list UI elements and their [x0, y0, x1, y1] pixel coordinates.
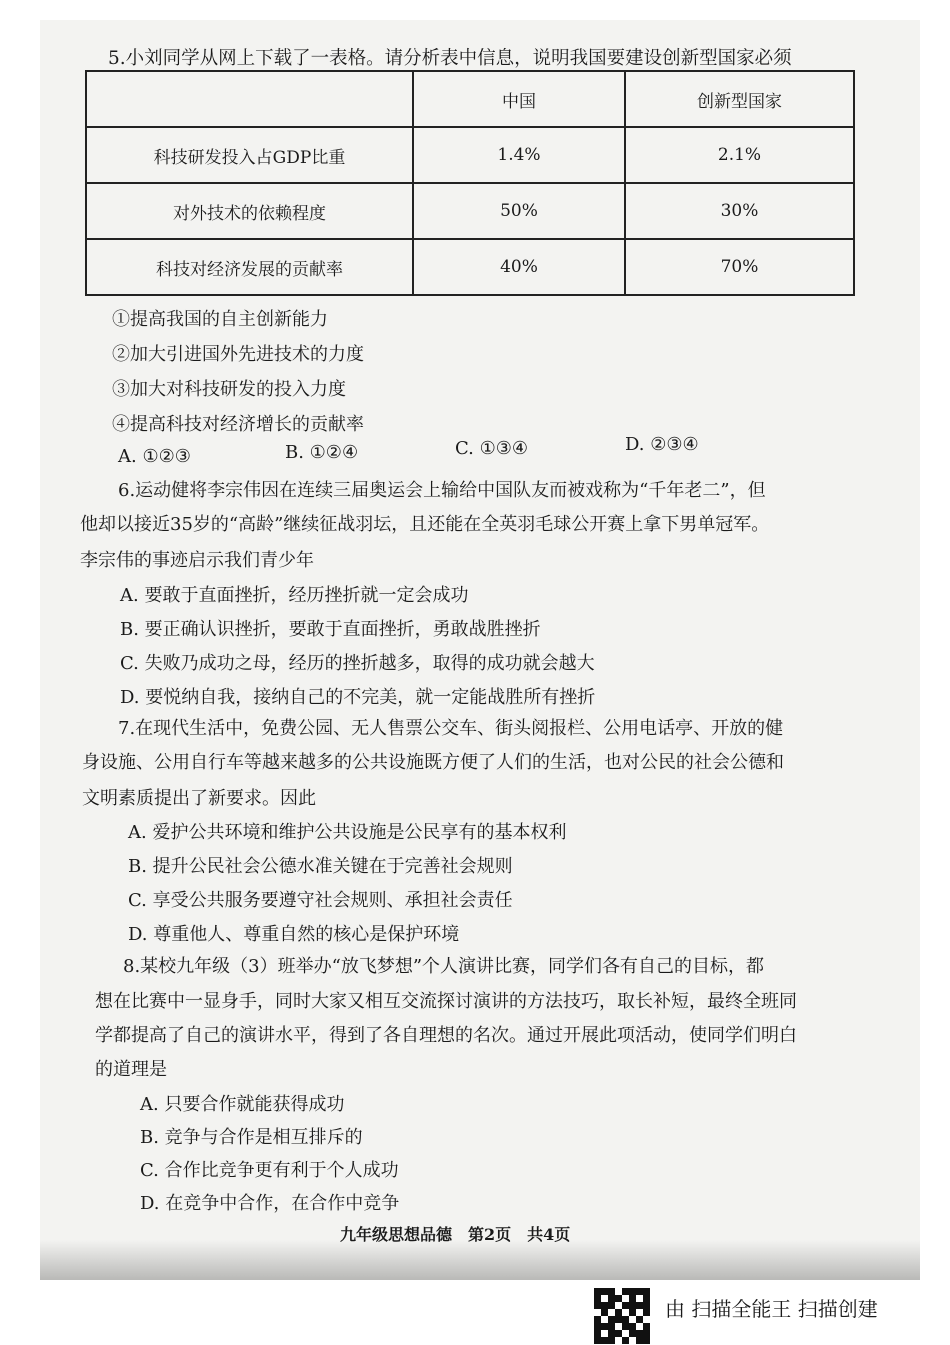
- table-cell: 2.1%: [625, 127, 854, 183]
- table-cell: 中国: [413, 71, 625, 127]
- q6-stem-line: 他却以接近35岁的“高龄”继续征战羽坛，且还能在全英羽毛球公开赛上拿下男单冠军。: [80, 514, 770, 535]
- scanner-watermark: 由 扫描全能王 扫描创建: [665, 1297, 878, 1321]
- q7-option-b: B. 提升公民社会公德水准关键在于完善社会规则: [128, 856, 513, 877]
- q8-option-b: B. 竞争与合作是相互排斥的: [140, 1127, 363, 1148]
- q7-stem-line: 身设施、公用自行车等越来越多的公共设施既方便了人们的生活，也对公民的社会公德和: [82, 752, 784, 773]
- q6-option-d: D. 要悦纳自我，接纳自己的不完美，就一定能战胜所有挫折: [120, 687, 596, 708]
- q5-statement: ③加大对科技研发的投入力度: [112, 379, 346, 400]
- table-row: [86, 127, 854, 183]
- table-cell: 30%: [625, 183, 854, 239]
- q6-option-a: A. 要敢于直面挫折，经历挫折就一定会成功: [120, 585, 469, 606]
- q7-option-d: D. 尊重他人、尊重自然的核心是保护环境: [128, 924, 460, 945]
- page-footer: 九年级思想品德 第2页 共4页: [340, 1225, 571, 1244]
- table-cell: 科技对经济发展的贡献率: [86, 239, 413, 295]
- q8-stem-line: 8.某校九年级（3）班举办“放飞梦想”个人演讲比赛，同学们各有自己的目标，都: [123, 956, 765, 977]
- q8-option-c: C. 合作比竞争更有利于个人成功: [140, 1160, 399, 1181]
- q5-option-a: A. ①②③: [118, 446, 191, 467]
- table-cell: 1.4%: [413, 127, 625, 183]
- table-cell: 70%: [625, 239, 854, 295]
- table-cell: 40%: [413, 239, 625, 295]
- q6-stem-line: 6.运动健将李宗伟因在连续三届奥运会上输给中国队友而被戏称为“千年老二”，但: [118, 480, 766, 501]
- q6-option-c: C. 失败乃成功之母，经历的挫折越多，取得的成功就会越大: [120, 653, 595, 674]
- q5-statement: ④提高科技对经济增长的贡献率: [112, 414, 364, 435]
- comparison-table: [85, 70, 855, 296]
- table-header-row: [86, 71, 854, 127]
- table-row: [86, 239, 854, 295]
- table-cell: 对外技术的依赖程度: [86, 183, 413, 239]
- table-cell: [86, 71, 413, 127]
- q8-stem-line: 学都提高了自己的演讲水平，得到了各自理想的名次。通过开展此项活动，使同学们明白: [95, 1025, 797, 1046]
- q5-option-c: C. ①③④: [455, 438, 528, 459]
- q6-option-b: B. 要正确认识挫折，要敢于直面挫折，勇敢战胜挫折: [120, 619, 541, 640]
- qr-code-icon: [594, 1288, 650, 1344]
- q8-stem-line: 的道理是: [95, 1059, 167, 1080]
- q6-stem-line: 李宗伟的事迹启示我们青少年: [80, 550, 314, 571]
- table-cell: 科技研发投入占GDP比重: [86, 127, 413, 183]
- q7-option-c: C. 享受公共服务要遵守社会规则、承担社会责任: [128, 890, 513, 911]
- q5-option-d: D. ②③④: [625, 434, 699, 455]
- q5-statement: ①提高我国的自主创新能力: [112, 309, 328, 330]
- q7-option-a: A. 爱护公共环境和维护公共设施是公民享有的基本权利: [128, 822, 567, 843]
- table-cell: 创新型国家: [625, 71, 854, 127]
- q8-stem-line: 想在比赛中一显身手，同时大家又相互交流探讨演讲的方法技巧，取长补短，最终全班同: [95, 991, 797, 1012]
- q5-option-b: B. ①②④: [285, 442, 359, 463]
- page-shadow: [40, 1240, 920, 1280]
- q7-stem-line: 文明素质提出了新要求。因此: [82, 788, 316, 809]
- q5-stem: 5.小刘同学从网上下载了一表格。请分析表中信息，说明我国要建设创新型国家必须: [108, 48, 792, 69]
- q8-option-d: D. 在竞争中合作，在合作中竞争: [140, 1193, 400, 1214]
- table-row: [86, 183, 854, 239]
- q5-statement: ②加大引进国外先进技术的力度: [112, 344, 364, 365]
- q7-stem-line: 7.在现代生活中，免费公园、无人售票公交车、街头阅报栏、公用电话亭、开放的健: [118, 718, 784, 739]
- q8-option-a: A. 只要合作就能获得成功: [140, 1094, 345, 1115]
- table-cell: 50%: [413, 183, 625, 239]
